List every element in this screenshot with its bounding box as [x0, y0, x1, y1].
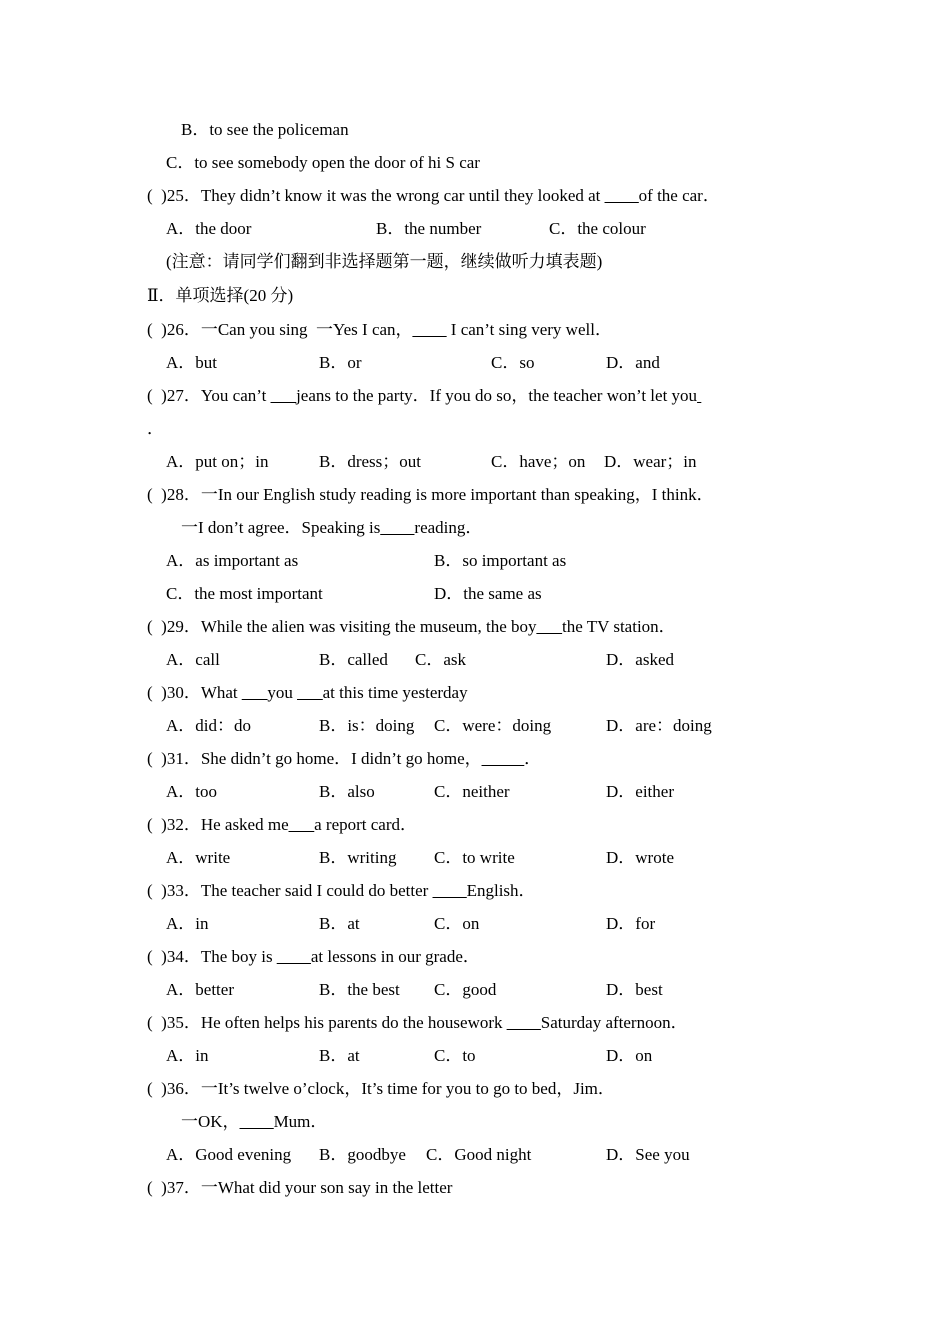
q25-stem: [147, 186, 720, 206]
q29-option-a: A．call: [166, 650, 220, 669]
q27-option-b: B．dress；out: [319, 452, 421, 471]
q30-option-a: A．did：do: [166, 716, 251, 735]
q32-option-a: A．write: [166, 848, 231, 867]
q36-reply-end: Mum．: [273, 1112, 328, 1131]
q28-option-c: C．the most important: [166, 584, 323, 603]
q25-stem-text: ( )25．They didn’t know it was the wrong car until they looked at: [147, 186, 605, 205]
q25-option-b: B．the number: [376, 219, 482, 238]
q32-option-d: D．wrote: [606, 848, 674, 867]
q30-stem: [147, 683, 468, 703]
q31-option-d: D．either: [606, 782, 674, 801]
q29-option-b: B．called: [319, 650, 388, 669]
q36-option-d: D．See you: [606, 1145, 690, 1164]
q24-option-c: C．to see somebody open the door of hi S car: [166, 153, 480, 172]
q35-option-d: D．on: [606, 1046, 653, 1065]
q27-stem-cont: ．: [147, 419, 164, 438]
q27-blank-2: [697, 386, 701, 405]
q29-stem-text: ( )29．While the alien was visiting the museum, the boy: [147, 617, 537, 636]
q31-blank: _____: [481, 749, 525, 768]
q36-option-a: A．Good evening: [166, 1145, 292, 1164]
q28-blank: ____: [380, 518, 415, 537]
q34-option-b: B．the best: [319, 980, 400, 999]
q28-stem: ( )28．一In our English study reading is more important than speaking，I think．: [147, 485, 714, 504]
q30-stem-end: at this time yesterday: [322, 683, 468, 702]
q33-stem-end: English．: [466, 881, 536, 900]
q36-option-c: C．Good night: [426, 1145, 532, 1164]
q35-stem-end: Saturday afternoon．: [540, 1013, 688, 1032]
q26-stem-end: I can’t sing very well．: [446, 320, 612, 339]
q26-option-c: C．so: [491, 353, 535, 372]
q27-option-d: D．wear；in: [604, 452, 697, 471]
section-2-heading: Ⅱ．单项选择(20 分): [147, 286, 294, 305]
q32-stem-text: ( )32．He asked me: [147, 815, 289, 834]
q35-blank: ____: [506, 1013, 541, 1032]
q30-blank-1: ___: [241, 683, 268, 702]
q30-option-d: D．are：doing: [606, 716, 712, 735]
q37-stem: ( )37．一What did your son say in the letter: [147, 1178, 453, 1197]
q27-option-c: C．have；on: [491, 452, 586, 471]
q33-blank: ____: [432, 881, 467, 900]
q32-option-b: B．writing: [319, 848, 397, 867]
q36-option-b: B．goodbye: [319, 1145, 406, 1164]
q34-stem-end: at lessons in our grade．: [310, 947, 480, 966]
q33-option-a: A．in: [166, 914, 209, 933]
q34-stem-text: ( )34．The boy is: [147, 947, 277, 966]
q35-option-b: B．at: [319, 1046, 360, 1065]
q35-stem: [147, 1013, 688, 1033]
q36-reply: [181, 1112, 327, 1132]
listening-note: (注意：请同学们翻到非选择题第一题，继续做听力填表题): [166, 252, 603, 271]
q35-option-a: A．in: [166, 1046, 209, 1065]
q29-blank: ___: [536, 617, 563, 636]
q33-option-b: B．at: [319, 914, 360, 933]
q25-option-c: C．the colour: [549, 219, 646, 238]
q28-reply-text: 一I don’t agree．Speaking is: [181, 518, 381, 537]
q36-blank: ____: [239, 1112, 274, 1131]
q26-option-d: D．and: [606, 353, 660, 372]
q31-option-b: B．also: [319, 782, 375, 801]
q27-stem: [147, 386, 701, 406]
q25-option-a: A．the door: [166, 219, 252, 238]
q29-option-d: D．asked: [606, 650, 674, 669]
q32-blank: ___: [288, 815, 315, 834]
q35-option-c: C．to: [434, 1046, 476, 1065]
q30-stem-mid: you: [267, 683, 298, 702]
q29-stem-end: the TV station．: [562, 617, 676, 636]
q34-option-d: D．best: [606, 980, 663, 999]
q33-stem: [147, 881, 536, 901]
q36-stem: ( )36．一It’s twelve o’clock，It’s time for you to go to bed，Jim．: [147, 1079, 615, 1098]
q30-stem-text: ( )30．What: [147, 683, 242, 702]
q28-option-b: B．so important as: [434, 551, 567, 570]
q25-blank: ____: [604, 186, 639, 205]
q34-option-c: C．good: [434, 980, 497, 999]
q32-stem-end: a report card．: [314, 815, 418, 834]
q24-option-b: B．to see the policeman: [181, 120, 349, 139]
q36-reply-text: 一OK，: [181, 1112, 240, 1131]
q26-option-a: A．but: [166, 353, 217, 372]
q27-stem-text: ( )27．You can’t: [147, 386, 271, 405]
q25-stem-end: of the car．: [638, 186, 720, 205]
q29-option-c: C．ask: [415, 650, 466, 669]
q33-option-c: C．on: [434, 914, 480, 933]
q26-stem-text: ( )26．一Can you sing 一Yes I can，: [147, 320, 413, 339]
q28-option-d: D．the same as: [434, 584, 542, 603]
q32-stem: [147, 815, 417, 835]
q31-stem-end: ．: [524, 749, 542, 768]
q29-stem: [147, 617, 676, 637]
q30-option-b: B．is：doing: [319, 716, 415, 735]
q26-option-b: B．or: [319, 353, 362, 372]
q27-option-a: A．put on；in: [166, 452, 269, 471]
q33-option-d: D．for: [606, 914, 656, 933]
q31-stem: [147, 749, 541, 769]
q28-reply: [181, 518, 482, 538]
q31-option-c: C．neither: [434, 782, 510, 801]
q35-stem-text: ( )35．He often helps his parents do the housework: [147, 1013, 507, 1032]
q27-stem-mid: jeans to the party．If you do so，the teacher won’t let you: [296, 386, 698, 405]
q32-option-c: C．to write: [434, 848, 515, 867]
q28-option-a: A．as important as: [166, 551, 299, 570]
q26-blank: ____: [412, 320, 447, 339]
q31-option-a: A．too: [166, 782, 217, 801]
q27-blank-1: ___: [270, 386, 297, 405]
q26-stem: [147, 320, 612, 340]
q31-stem-text: ( )31．She didn’t go home．I didn’t go home，: [147, 749, 482, 768]
q30-option-c: C．were：doing: [434, 716, 552, 735]
q34-stem: [147, 947, 480, 967]
q34-option-a: A．better: [166, 980, 234, 999]
q30-blank-2: ___: [297, 683, 323, 702]
q34-blank: ____: [276, 947, 311, 966]
q33-stem-text: ( )33．The teacher said I could do better: [147, 881, 433, 900]
q28-reply-end: reading．: [414, 518, 483, 537]
